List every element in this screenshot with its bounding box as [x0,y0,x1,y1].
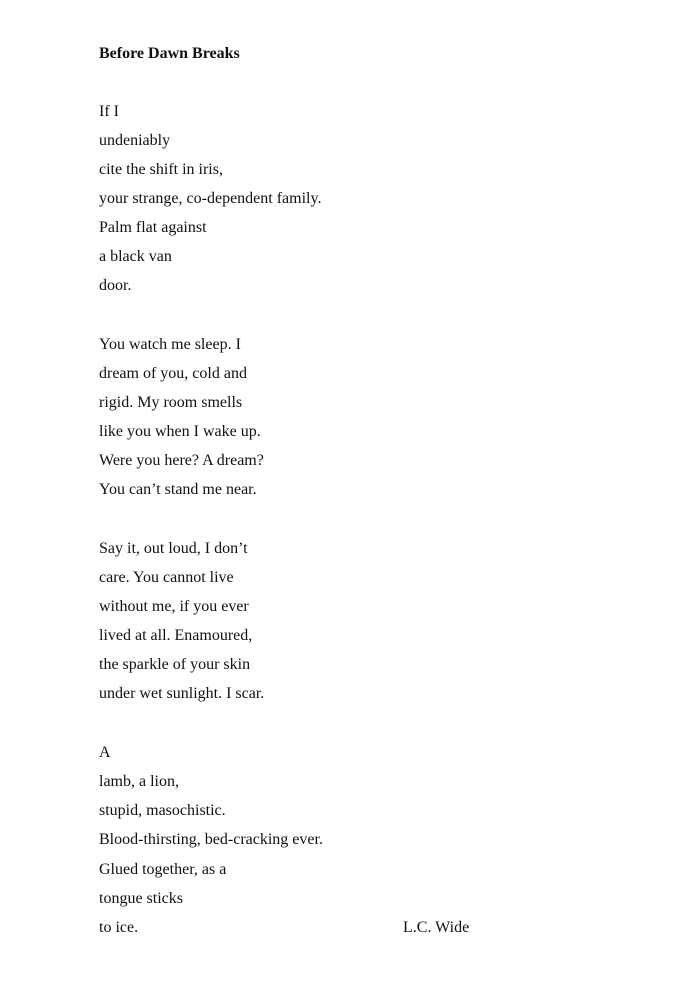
poem-line: A [99,744,111,761]
poem-title: Before Dawn Breaks [99,45,240,62]
poem-line: Glued together, as a [99,861,227,878]
poem-line: like you when I wake up. [99,423,261,440]
poem-line: cite the shift in iris, [99,161,223,178]
poem-line: your strange, co-dependent family. [99,190,322,207]
poem-line: undeniably [99,132,171,149]
poem-line: Were you here? A dream? [99,452,264,469]
poem-line: lived at all. Enamoured, [99,627,253,644]
poem-line: the sparkle of your skin [99,656,251,673]
poem-line: under wet sunlight. I scar. [99,685,265,702]
poem-line: care. You cannot live [99,569,234,586]
poem-line: lamb, a lion, [99,773,179,790]
poem-line: a black van [99,248,172,265]
poem-line: door. [99,277,132,294]
poem-line: stupid, masochistic. [99,802,226,819]
poem-line: tongue sticks [99,890,183,907]
poem-line: If I [99,103,119,120]
poem-line: You watch me sleep. I [99,336,241,353]
poem-line: to ice. [99,919,139,936]
poem-line: Say it, out loud, I don’t [99,540,248,557]
poem-line: Palm flat against [99,219,207,236]
poem-line: without me, if you ever [99,598,249,615]
poem-line: You can’t stand me near. [99,481,257,498]
poem-line: dream of you, cold and [99,365,247,382]
poem-line: rigid. My room smells [99,394,243,411]
poem-line: Blood-thirsting, bed-cracking ever. [99,831,323,848]
author-name: L.C. Wide [403,919,470,936]
